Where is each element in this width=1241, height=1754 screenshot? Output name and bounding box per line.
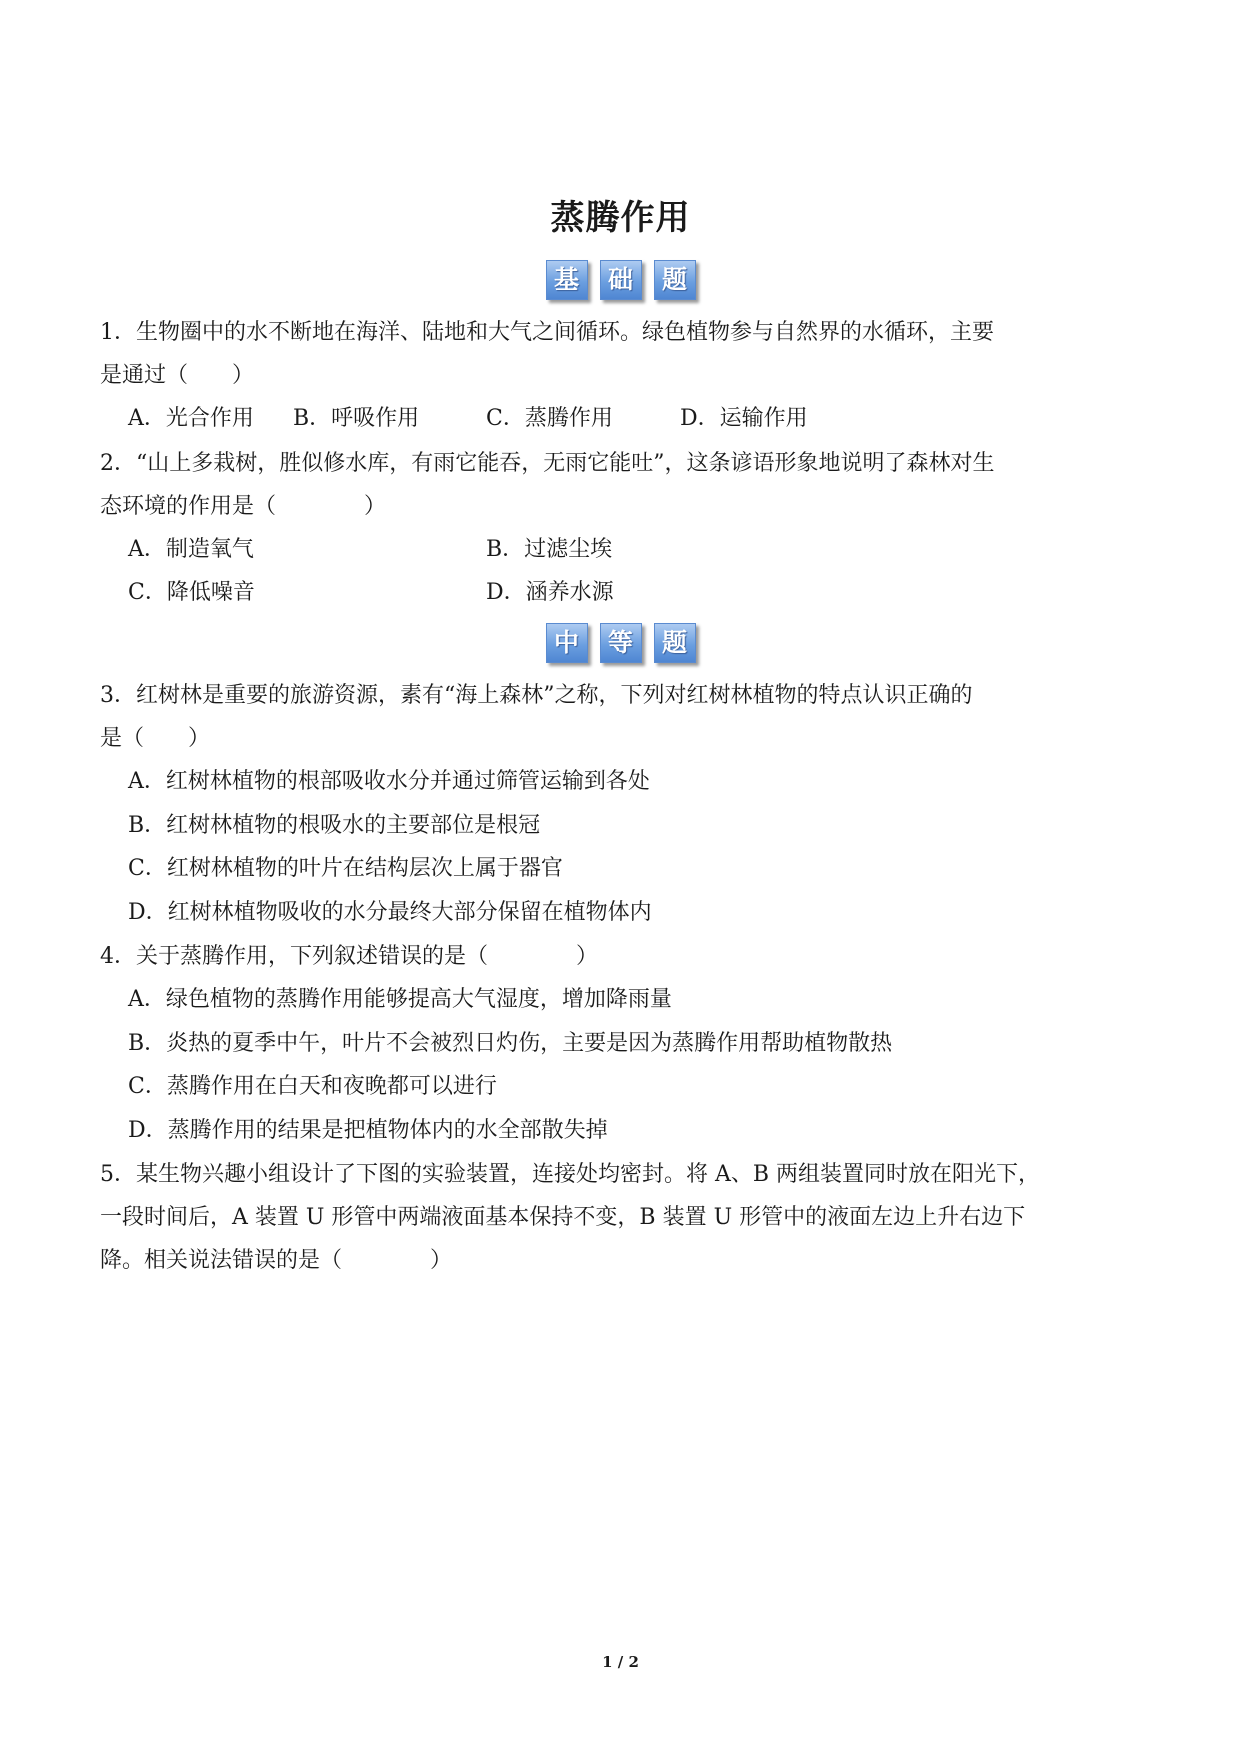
section-char: 中: [546, 623, 588, 663]
section-char: 题: [654, 260, 696, 300]
question-stem: 是通过（ ）: [100, 363, 255, 388]
option-a: A．制造氧气: [128, 537, 254, 562]
option-c: C．红树林植物的叶片在结构层次上属于器官: [128, 856, 563, 881]
question-stem: 4．关于蒸腾作用，下列叙述错误的是（ ）: [100, 944, 598, 969]
option-a: A．绿色植物的蒸腾作用能够提高大气湿度，增加降雨量: [128, 987, 672, 1012]
option-b: B．过滤尘埃: [486, 537, 613, 562]
section-header-basic: [0, 260, 1241, 300]
section-char: 题: [654, 623, 696, 663]
option-c: C．蒸腾作用在白天和夜晚都可以进行: [128, 1074, 497, 1099]
section-char: 等: [600, 623, 642, 663]
question-stem: 降。相关说法错误的是（ ）: [100, 1248, 453, 1273]
section-char: 础: [600, 260, 642, 300]
option-b: B．呼吸作用: [293, 406, 420, 431]
question-stem: 2．“山上多栽树，胜似修水库，有雨它能吞，无雨它能吐”，这条谚语形象地说明了森林对生: [100, 451, 995, 476]
option-b: B．炎热的夏季中午，叶片不会被烈日灼伤，主要是因为蒸腾作用帮助植物散热: [128, 1031, 893, 1056]
option-c: C．蒸腾作用: [486, 406, 613, 431]
section-char: 基: [546, 260, 588, 300]
page-number: 1 / 2: [602, 1653, 639, 1671]
question-stem: 5．某生物兴趣小组设计了下图的实验装置，连接处均密封。将 A、B 两组装置同时放在阳光下，: [100, 1162, 1041, 1187]
question-stem: 3．红树林是重要的旅游资源，素有“海上森林”之称，下列对红树林植物的特点认识正确的: [100, 683, 973, 708]
question-stem: 一段时间后，A 装置 U 形管中两端液面基本保持不变，B 装置 U 形管中的液面左边上升右边下: [100, 1205, 1026, 1230]
option-d: D．红树林植物吸收的水分最终大部分保留在植物体内: [128, 900, 652, 925]
section-header-medium: [0, 623, 1241, 663]
option-d: D．运输作用: [680, 406, 808, 431]
question-stem: 是（ ）: [100, 726, 211, 751]
option-d: D．涵养水源: [486, 580, 614, 605]
question-stem: 态环境的作用是（ ）: [100, 494, 387, 519]
option-c: C．降低噪音: [128, 580, 255, 605]
option-a: A．红树林植物的根部吸收水分并通过筛管运输到各处: [128, 769, 650, 794]
option-d: D．蒸腾作用的结果是把植物体内的水全部散失掉: [128, 1118, 608, 1143]
question-stem: 1．生物圈中的水不断地在海洋、陆地和大气之间循环。绿色植物参与自然界的水循环，主要: [100, 320, 995, 345]
option-b: B．红树林植物的根吸水的主要部位是根冠: [128, 813, 541, 838]
option-a: A．光合作用: [128, 406, 254, 431]
page-title: 蒸腾作用: [550, 198, 691, 238]
